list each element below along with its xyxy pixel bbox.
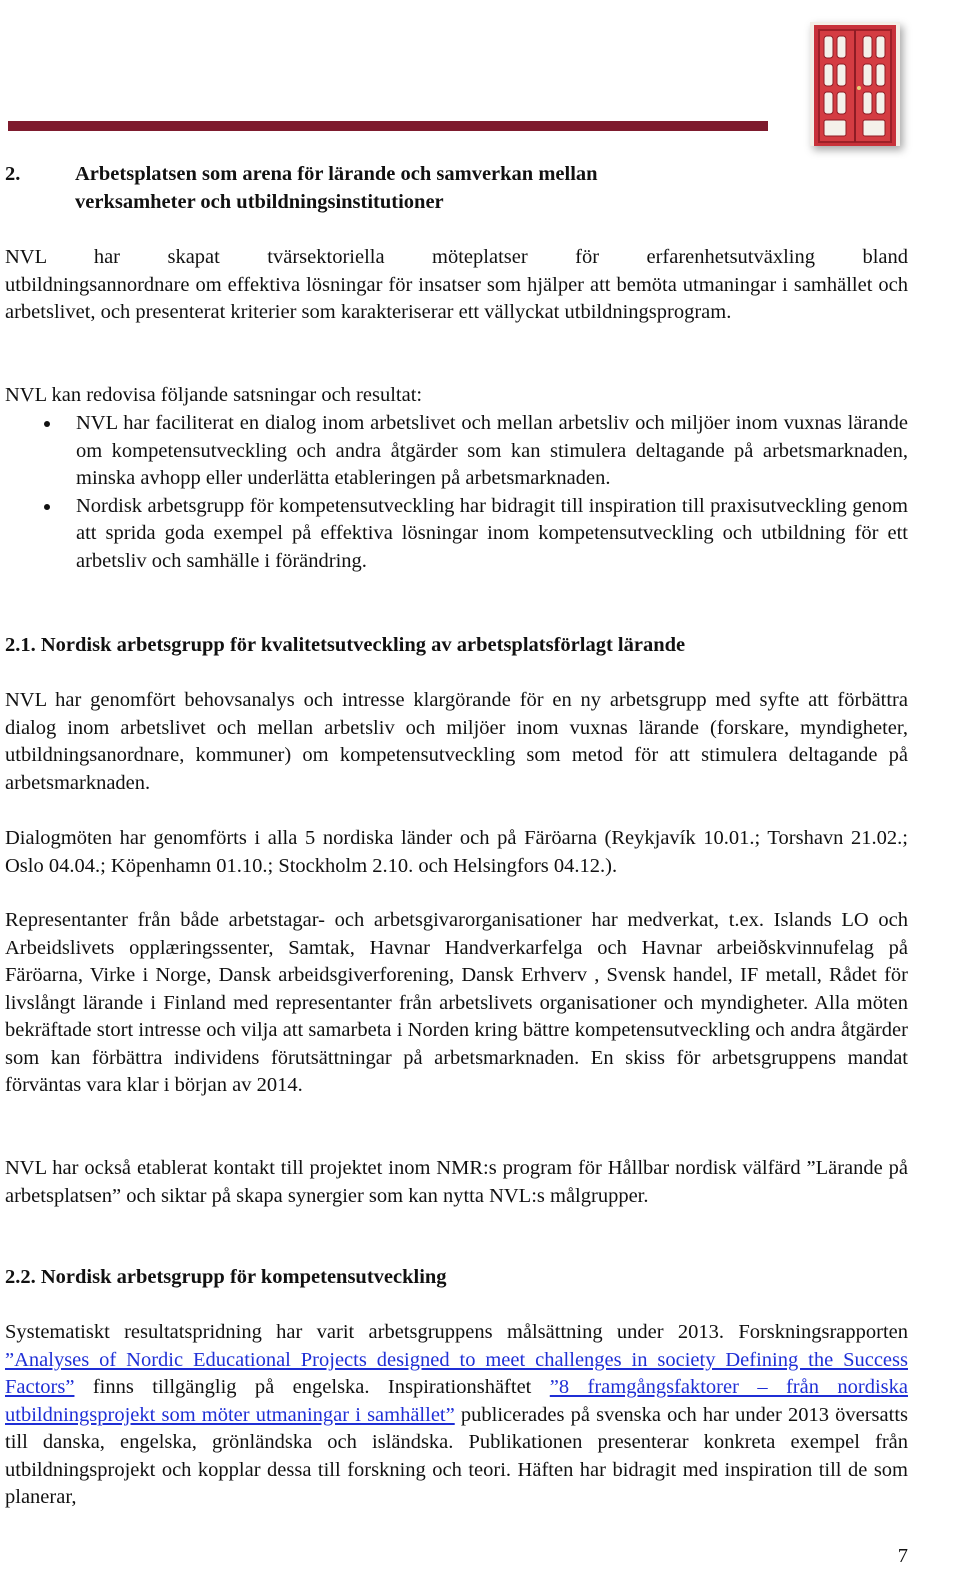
paragraph-text: publicerades på svenska och har under 2013 översatts till danska, engelska, grönländska och isländska. Publikationen presenterar konkreta exempel från utbildningsprojekt och kopplar dessa till forskning och teori. Häften har bidragit med inspiration till de som planerar, [5, 1403, 909, 1508]
paragraph-text: Systematiskt resultatspridning har varit arbetsgruppens målsättning under 2013. Forskningsrapporten [5, 1321, 908, 1343]
section-2-1-heading: 2.1. Nordisk arbetsgrupp för kvalitetsutveckling av arbetsplatsförlagt lärande [5, 634, 686, 656]
bullet-icon [44, 504, 50, 510]
intro-paragraph [5, 244, 908, 327]
paragraph-text: finns tillgänglig på engelska. Inspirationshäftet [74, 1376, 550, 1398]
section-2-1-paragraph-3: Representanter från både arbetstagar- och arbetsgivarorganisationer har medverkat, t.ex. Islands LO och Arbeidslivets opplæringssenter, Samtak, Havnar Handverkarfelga och Havnar arbeiðskvinnufelag på Färöarna, Virke i Norge, Dansk arbeidsgiverforening, Dansk Erhverv , Svensk handel, IF metall, Rådet för livslångt lärande i Finland med representanter från arbetslivets organisationer och myndigheter. Alla möten bekräftade stort intresse och vilja att samarbeta i Norden kring bättre kompetensutveckling och andra åtgärder som kan förbättra individens förutsättningar på arbetsmarknaden. En skiss för arbetsgruppens mandat förväntas vara klar i början av 2014. [5, 909, 908, 1096]
section-title: Arbetsplatsen som arena för lärande och samverkan mellan verksamheter och utbildningsinstitutioner [75, 163, 598, 213]
section-2-2-paragraph [5, 1319, 908, 1512]
list-item-text: NVL har faciliterat en dialog inom arbetslivet och mellan arbetsliv och miljöer inom vuxnas lärande om kompetensutveckling och andra åtgärder som kan stimulera deltagande på arbetsmarknaden, minska avhopp eller underlätta etableringen på arbetsmarknaden. [76, 412, 908, 489]
research-report-link[interactable]: ”Analyses of Nordic Educational Projects designed to meet challenges in society Defining the Success Factors” [5, 1348, 908, 1398]
list-item [5, 493, 908, 576]
inspiration-booklet-link[interactable]: ”8 framgångsfaktorer – från nordiska utbildningsprojekt som möter utmaningar i samhället” [5, 1376, 908, 1426]
list-item [5, 410, 908, 493]
intro-line-rest: utbildningsannordnare om effektiva lösningar för insatser som hjälper att bemöta utmaningar i samhället och arbetslivet, och presenterat kriterier som karakteriserar ett vällyckat utbildningsprogram. [5, 273, 908, 323]
section-number: 2. [5, 163, 21, 185]
bullet-icon [44, 421, 50, 427]
section-2-1-paragraph-1: NVL har genomfört behovsanalys och intresse klargörande för en ny arbetsgrupp med syfte att förbättra dialog inom arbetslivet och mellan arbetsliv och miljöer inom vuxnas lärande (forskare, myndigheter, utbildningsanordnare, kommuner) om kompetensutveckling som metod för att stimulera deltagande på arbetsmarknaden. [5, 689, 908, 794]
intro-line-1: NVL har skapat tvärsektoriella möteplatser för erfarenhetsutväxling bland [5, 246, 908, 268]
header-rule [8, 121, 768, 131]
list-item-text: Nordisk arbetsgrupp för kompetensutveckling har bidragit till inspiration till praxisutveckling genom att sprida goda exempel på effektiva lösningar inom kompetensutveckling och utbildning för ett arbetsliv och samhälle i förändring. [76, 494, 908, 572]
section-2-1-paragraph-4: NVL har också etablerat kontakt till projektet inom NMR:s program för Hållbar nordisk välfärd ”Lärande på arbetsplatsen” och siktar på skapa synergier som kan nytta NVL:s målgrupper. [5, 1157, 908, 1207]
page-number: 7 [897, 1545, 908, 1567]
section-2-2-heading: 2.2. Nordisk arbetsgrupp för kompetensutveckling [5, 1266, 447, 1288]
door-image [810, 22, 900, 146]
results-intro: NVL kan redovisa följande satsningar och resultat: [5, 384, 423, 406]
section-2-1-paragraph-2: Dialogmöten har genomförts i alla 5 nordiska länder och på Färöarna (Reykjavík 10.01.; Torshavn 21.02.; Oslo 04.04.; Köpenhamn 01.10.; Stockholm 2.10. och Helsingfors 04.12.). [5, 827, 908, 877]
door-photo [810, 22, 900, 146]
results-list [5, 410, 908, 575]
